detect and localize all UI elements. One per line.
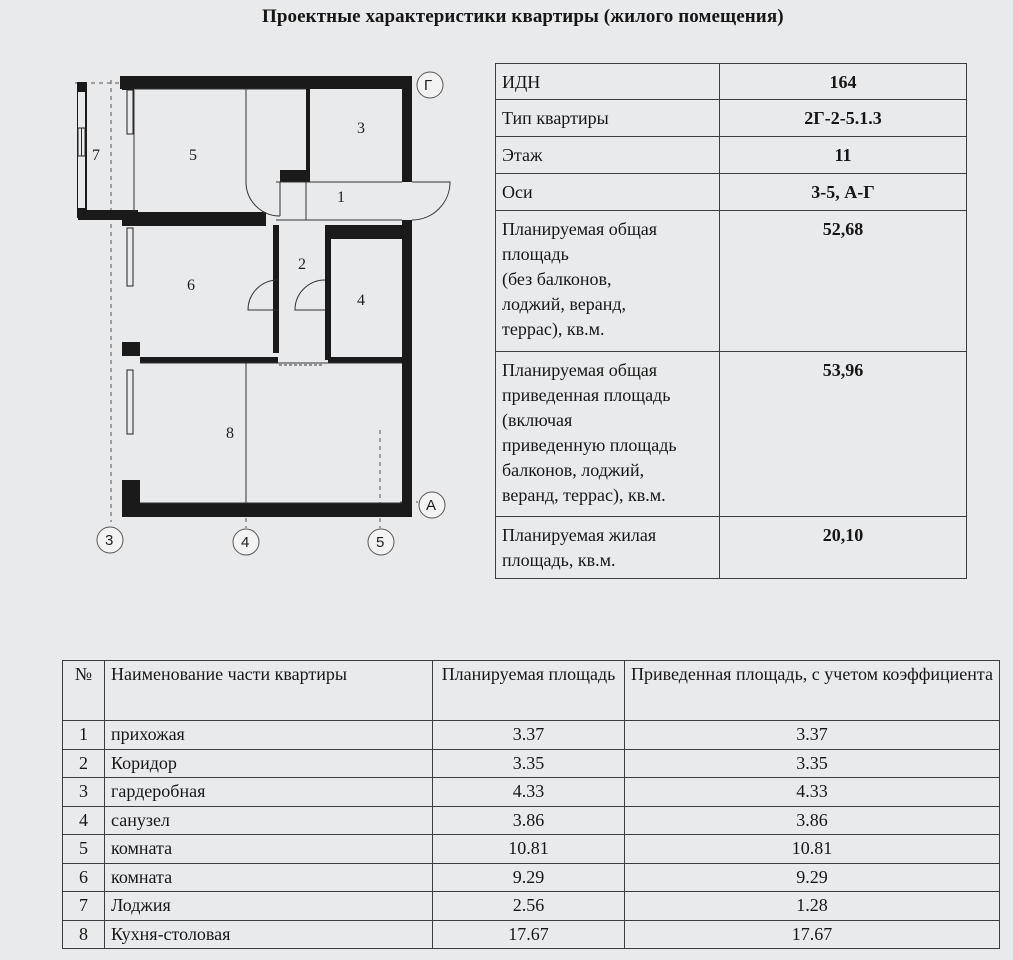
info-value: 2Г-2-5.1.3 [720,100,967,137]
row-num: 2 [63,749,105,778]
row-num: 4 [63,806,105,835]
row-reduced: 10.81 [625,835,1000,864]
info-value: 3-5, А-Г [720,174,967,211]
rooms-header-row [63,661,1000,721]
info-value: 52,68 [720,211,967,352]
table-row [63,863,1000,892]
info-row-floor [496,137,967,174]
room-label-5: 5 [189,147,197,164]
row-name: прихожая [105,721,433,750]
room-label-3: 3 [357,120,365,137]
row-name: гардеробная [105,778,433,807]
info-label: Планируемая общая площадь (без балконов, лоджий, веранд, террас), кв.м. [496,211,720,352]
table-row [63,749,1000,778]
info-row-total-area [496,211,967,352]
info-row-reduced-area [496,352,967,517]
info-label: Планируемая общая приведенная площадь (включая приведенную площадь балконов, лоджий, веранд, террас), кв.м. [496,352,720,517]
row-area: 2.56 [433,892,625,921]
header-reduced: Приведенная площадь, с учетом коэффициента [625,661,1000,721]
row-reduced: 1.28 [625,892,1000,921]
row-num: 3 [63,778,105,807]
walls [120,76,412,517]
axis-label-g: Г [424,77,433,94]
row-reduced: 4.33 [625,778,1000,807]
row-reduced: 3.37 [625,721,1000,750]
row-area: 3.86 [433,806,625,835]
table-row [63,721,1000,750]
row-num: 8 [63,920,105,949]
info-row-living-area [496,517,967,579]
info-value: 20,10 [720,517,967,579]
row-name: Кухня-столовая [105,920,433,949]
rooms-table [62,660,1000,949]
room-label-4: 4 [357,292,365,309]
room-label-7: 7 [92,147,100,164]
row-reduced: 9.29 [625,863,1000,892]
row-num: 5 [63,835,105,864]
apartment-info-table [495,63,967,579]
table-row [63,806,1000,835]
info-value: 11 [720,137,967,174]
info-row-idn [496,64,967,100]
header-num: № [63,661,105,721]
info-row-type [496,100,967,137]
header-area: Планируемая площадь [433,661,625,721]
room-label-1: 1 [337,189,345,206]
page-title: Проектные характеристики квартиры (жилого помещения) [262,6,784,27]
info-label: Оси [496,174,720,211]
row-reduced: 3.86 [625,806,1000,835]
info-label: Тип квартиры [496,100,720,137]
axis-label-a: А [426,497,437,514]
info-label: ИДН [496,64,720,100]
room-label-8: 8 [226,425,234,442]
row-reduced: 17.67 [625,920,1000,949]
row-area: 4.33 [433,778,625,807]
row-num: 7 [63,892,105,921]
table-row [63,920,1000,949]
header-name: Наименование части квартиры [105,661,433,721]
row-area: 3.37 [433,721,625,750]
row-name: комната [105,863,433,892]
info-value: 164 [720,64,967,100]
row-area: 9.29 [433,863,625,892]
row-area: 3.35 [433,749,625,778]
row-name: Коридор [105,749,433,778]
axis-label-5: 5 [376,534,385,551]
floor-plan [70,70,470,560]
info-label: Этаж [496,137,720,174]
row-num: 1 [63,721,105,750]
table-row [63,778,1000,807]
row-name: Лоджия [105,892,433,921]
row-num: 6 [63,863,105,892]
row-area: 10.81 [433,835,625,864]
row-area: 17.67 [433,920,625,949]
axis-markers [97,72,445,555]
axis-label-4: 4 [241,534,250,551]
room-label-6: 6 [187,277,195,294]
table-row [63,892,1000,921]
table-row [63,835,1000,864]
row-name: комната [105,835,433,864]
info-value: 53,96 [720,352,967,517]
info-label: Планируемая жилая площадь, кв.м. [496,517,720,579]
info-row-axes [496,174,967,211]
row-name: санузел [105,806,433,835]
axis-label-3: 3 [105,532,114,549]
room-label-2: 2 [298,256,306,273]
row-reduced: 3.35 [625,749,1000,778]
